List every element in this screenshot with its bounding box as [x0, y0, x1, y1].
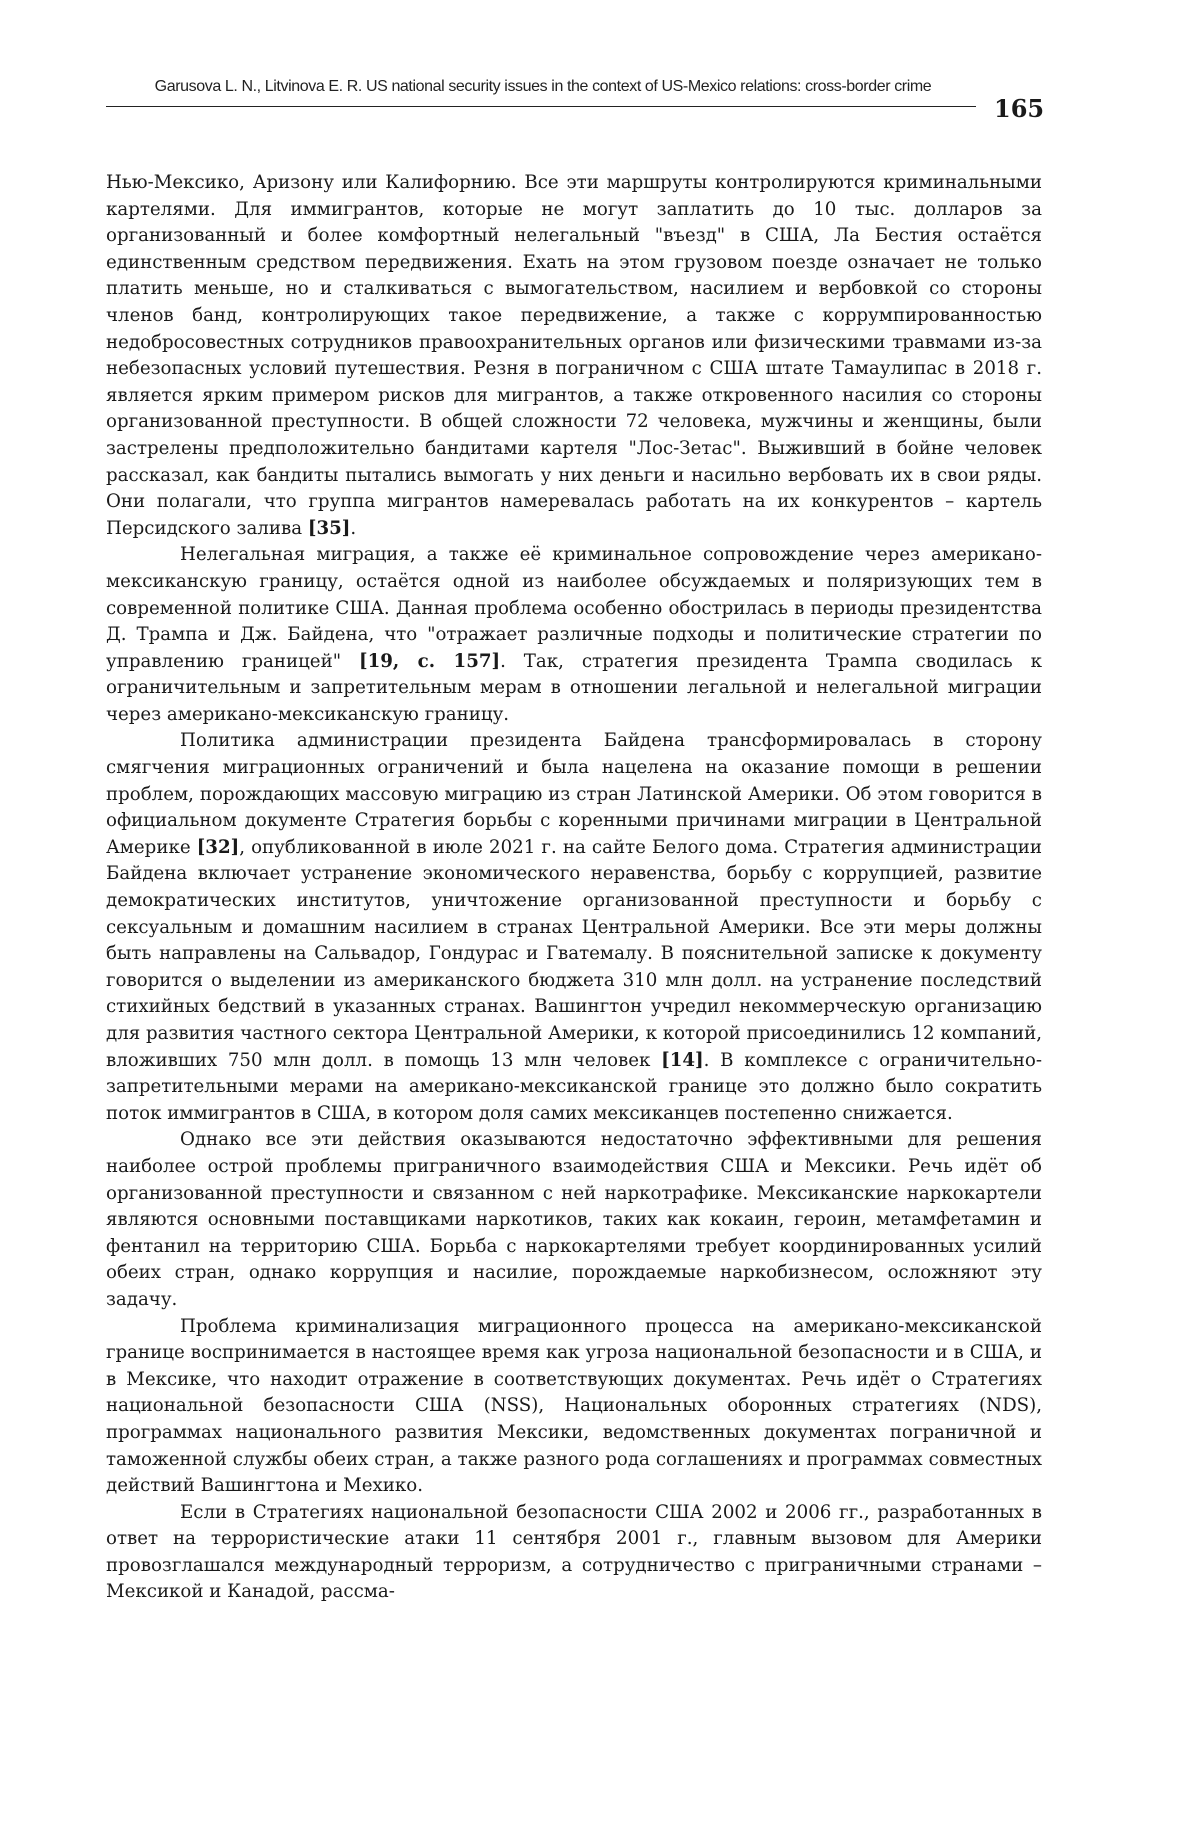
body-text [106, 170, 1042, 1606]
paragraph-text: . Так, стратегия президента Трампа сводилась к ограничительным и запретительным мерам в отношении легальной и нелегальной миграции через американо-мексиканскую границу. [106, 650, 1042, 725]
paragraph [106, 542, 1042, 728]
paragraph-text: Нелегальная миграция, а также её криминальное сопровождение через американо-мексиканскую границу, остаётся одной из наиболее обсуждаемых и поляризующих тем в современной политике США. Данная проблема особенно обострилась в периоды президентства Д. Трампа и Дж. Байдена, что "отражает различные подходы и политические стратегии по управлению границей" [106, 544, 1042, 672]
citation-reference: [14] [661, 1049, 704, 1071]
citation-reference: [35] [307, 517, 351, 539]
paragraph-text: Нью-Мексико, Аризону или Калифорнию. Все эти маршруты контролируются криминальными картелями. Для иммигрантов, которые не могут заплатить до 10 тыс. долларов за организованный и более комфортный нелегальный "въезд" в США, Ла Бестия остаётся единственным средством передвижения. Ехать на этом грузовом поезде означает не только платить меньше, но и сталкиваться с вымогательством, насилием и вербовкой со стороны членов банд, контролирующих такое передвижение, а также с коррумпированностью недобросовестных сотрудников правоохранительных органов или физическими травмами из-за небезопасных условий путешествия. Резня в пограничном с США штате Тамаулипас в 2018 г. является ярким примером рисков для мигрантов, а также откровенного насилия со стороны организованной преступности. В общей сложности 72 человека, мужчины и женщины, были застрелены предположительно бандитами картеля "Лос-Зетас". Выживший в бойне человек рассказал, как бандиты пытались вымогать у них деньги и насильно вербовать их в свои ряды. Они полагали, что группа мигрантов намеревалась работать на их конкурентов – картель Персидского залива [106, 172, 1042, 539]
paragraph [106, 728, 1042, 1127]
citation-reference: [32] [196, 836, 240, 858]
paragraph-text: Политика администрации президента Байдена трансформировалась в сторону смягчения миграционных ограничений и была нацелена на оказание помощи в решении проблем, порождающих массовую миграцию из стран Латинской Америки. Об этом говорится в официальном документе Стратегия борьбы с коренными причинами миграции в Центральной Америке [106, 730, 1042, 858]
paragraph-text: Если в Стратегиях национальной безопасности США 2002 и 2006 гг., разработанных в ответ на террористические атаки 11 сентября 2001 г., главным вызовом для Америки провозглашался международный терроризм, а сотрудничество с приграничными странами – Мексикой и Канадой, рассма- [106, 1501, 1042, 1603]
running-head: Garusova L. N., Litvinova E. R. US national security issues in the context of US-Mexico relations: cross-border crime [154, 78, 932, 95]
paragraph-text: Однако все эти действия оказываются недостаточно эффективными для решения наиболее острой проблемы приграничного взаимодействия США и Мексики. Речь идёт об организованной преступности и связанном с ней наркотрафике. Мексиканские наркокартели являются основными поставщиками наркотиков, таких как кокаин, героин, метамфетамин и фентанил на территорию США. Борьба с наркокартелями требует координированных усилий обеих стран, однако коррупция и насилие, порождаемые наркобизнесом, осложняют эту задачу. [106, 1129, 1042, 1310]
paragraph-text: Проблема криминализация миграционного процесса на американо-мексиканской границе воспринимается в настоящее время как угроза национальной безопасности и в США, и в Мексике, что находит отражение в соответствующих документах. Речь идёт о Стратегиях национальной безопасности США (NSS), Национальных оборонных стратегиях (NDS), программах национального развития Мексики, ведомственных документах пограничной и таможенной службы обеих стран, а также разного рода соглашениях и программах совместных действий Вашингтона и Мехико. [106, 1315, 1042, 1497]
citation-reference: [19, с. 157] [358, 650, 501, 672]
page-number: 165 [994, 94, 1045, 123]
paragraph [106, 1127, 1042, 1313]
header-rule [106, 106, 976, 107]
paragraph-text: , опубликованной в июле 2021 г. на сайте Белого дома. Стратегия администрации Байдена включает устранение экономического неравенства, борьбу с коррупцией, развитие демократических институтов, уничтожение организованной преступности и борьбу с сексуальным и домашним насилием в странах Центральной Америки. Все эти меры должны быть направлены на Сальвадор, Гондурас и Гватемалу. В пояснительной записке к документу говорится о выделении из американского бюджета 310 млн долл. на устранение последствий стихийных бедствий в указанных странах. Вашингтон учредил некоммерческую организацию для развития частного сектора Центральной Америки, к которой присоединились 12 компаний, вложивших 750 млн долл. в помощь 13 млн человек [106, 836, 1042, 1071]
paragraph-text: . В комплексе с ограничительно-запретительными мерами на американо-мексиканской границе это должно было сократить поток иммигрантов в США, в котором доля самих мексиканцев постепенно снижается. [106, 1049, 1043, 1124]
paragraph [106, 1500, 1042, 1606]
paragraph [106, 1314, 1042, 1500]
paragraph [106, 170, 1042, 542]
paragraph-text: . [350, 517, 357, 539]
